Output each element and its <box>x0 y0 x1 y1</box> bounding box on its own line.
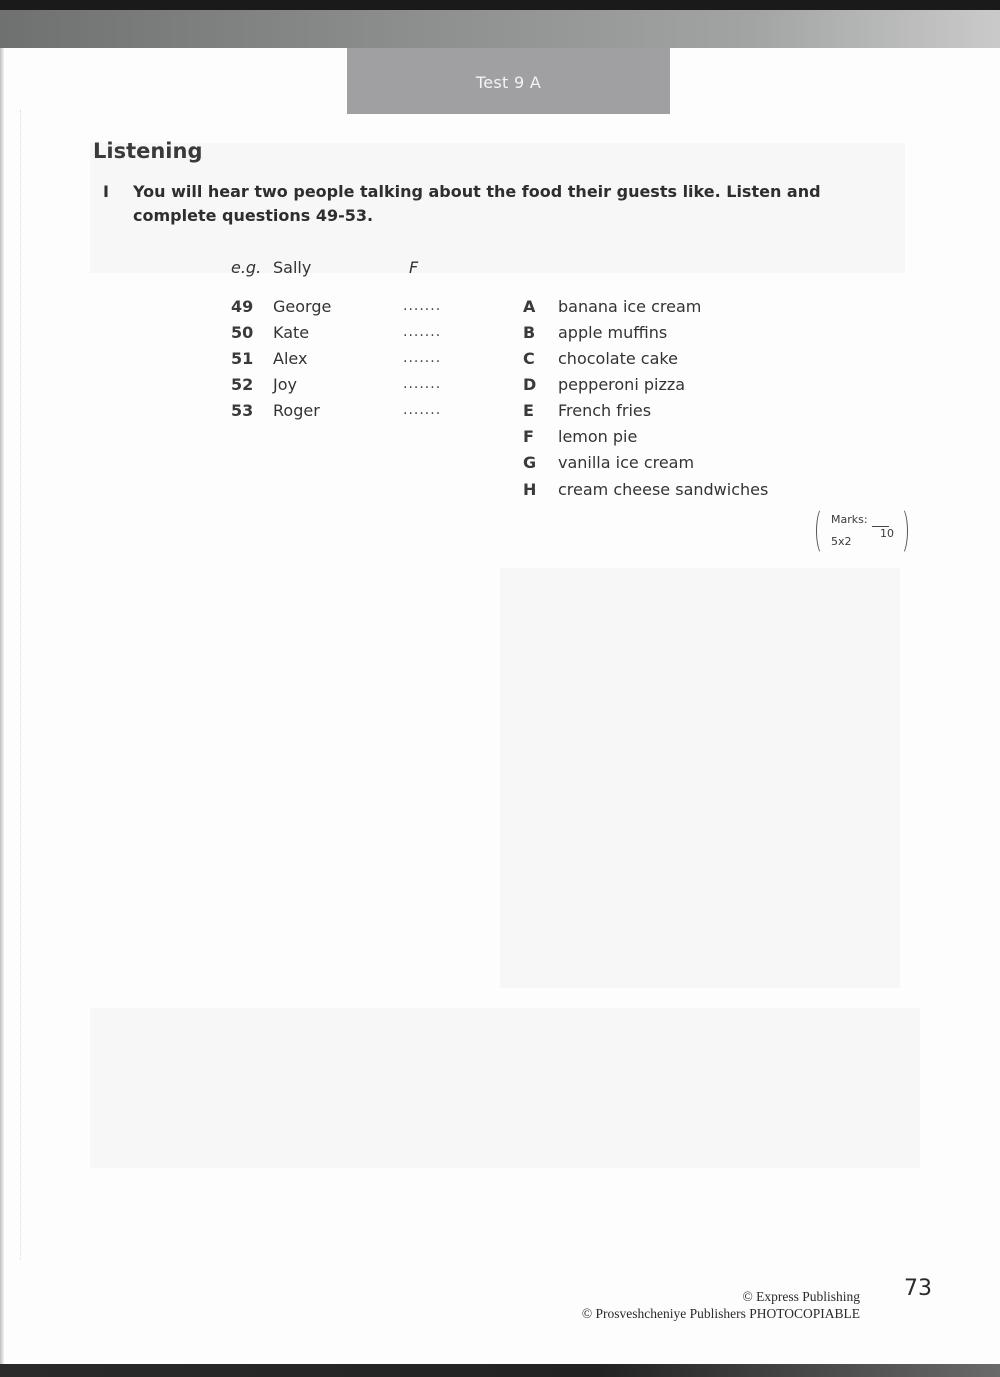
option-row <box>523 372 685 396</box>
question-number: 49 <box>231 296 254 316</box>
question-name: Roger <box>273 400 320 420</box>
publisher-line-1: © Express Publishing <box>742 1289 860 1304</box>
question-name: Alex <box>273 348 308 368</box>
instruction-text: You will hear two people talking about the food their guests like. Listen and complete questions 49-53. <box>133 182 821 225</box>
option-letter: H <box>523 479 537 499</box>
option-row <box>523 424 637 448</box>
answer-blank[interactable]: ....... <box>403 376 442 392</box>
marks-box <box>816 507 908 557</box>
scanner-edge-bottom <box>0 1364 1000 1377</box>
option-letter: B <box>523 322 536 342</box>
bleed-through <box>500 568 900 988</box>
question-row <box>231 398 453 422</box>
question-name: George <box>273 296 332 316</box>
example-row <box>231 255 459 279</box>
scanner-edge-top <box>0 0 1000 10</box>
option-row <box>523 320 667 344</box>
option-letter: G <box>523 452 537 472</box>
exercise-instruction <box>103 180 873 228</box>
binding-marks <box>20 110 27 1260</box>
section-title: Listening <box>93 139 203 163</box>
example-label: e.g. <box>231 257 262 277</box>
bleed-through <box>90 1008 920 1168</box>
option-row <box>523 398 651 422</box>
option-row <box>523 477 768 501</box>
option-letter: D <box>523 374 537 394</box>
question-row <box>231 346 453 370</box>
option-text: lemon pie <box>558 426 638 446</box>
option-row <box>523 294 701 318</box>
question-name: Joy <box>273 374 297 394</box>
test-title: Test 9 A <box>475 72 542 92</box>
question-number: 52 <box>231 374 254 394</box>
option-letter: C <box>523 348 535 368</box>
answer-blank[interactable]: ....... <box>403 298 442 314</box>
exercise-number: I <box>103 182 109 201</box>
marks-label: Marks: <box>831 513 868 526</box>
question-row <box>231 294 453 318</box>
document-page <box>0 48 1000 1364</box>
answer-blank[interactable]: ....... <box>403 324 442 340</box>
option-text: banana ice cream <box>558 296 702 316</box>
left-parenthesis <box>816 507 830 555</box>
option-text: French fries <box>558 400 652 420</box>
question-row <box>231 372 453 396</box>
marks-multiplier: 5x2 <box>831 535 852 548</box>
example-name: Sally <box>273 257 312 277</box>
option-text: vanilla ice cream <box>558 452 695 472</box>
question-number: 50 <box>231 322 254 342</box>
question-row <box>231 320 453 344</box>
marks-total: 10 <box>880 527 894 540</box>
example-answer: F <box>409 257 419 277</box>
option-row <box>523 450 694 474</box>
option-text: cream cheese sandwiches <box>558 479 769 499</box>
scanner-shadow <box>0 10 1000 48</box>
right-parenthesis <box>894 507 908 555</box>
question-number: 53 <box>231 400 254 420</box>
option-text: chocolate cake <box>558 348 678 368</box>
answer-blank[interactable]: ....... <box>403 402 442 418</box>
publisher-credits <box>520 1288 860 1322</box>
answer-blank[interactable]: ....... <box>403 350 442 366</box>
option-text: apple muffins <box>558 322 668 342</box>
option-letter: A <box>523 296 536 316</box>
option-letter: F <box>523 426 534 446</box>
test-header-bar <box>347 48 670 114</box>
publisher-line-2: © Prosveshcheniye Publishers PHOTOCOPIABLE <box>581 1306 860 1321</box>
page-number: 73 <box>904 1276 932 1301</box>
option-text: pepperoni pizza <box>558 374 686 394</box>
option-letter: E <box>523 400 534 420</box>
question-number: 51 <box>231 348 254 368</box>
option-row <box>523 346 678 370</box>
page-edge <box>0 48 4 1364</box>
question-name: Kate <box>273 322 310 342</box>
